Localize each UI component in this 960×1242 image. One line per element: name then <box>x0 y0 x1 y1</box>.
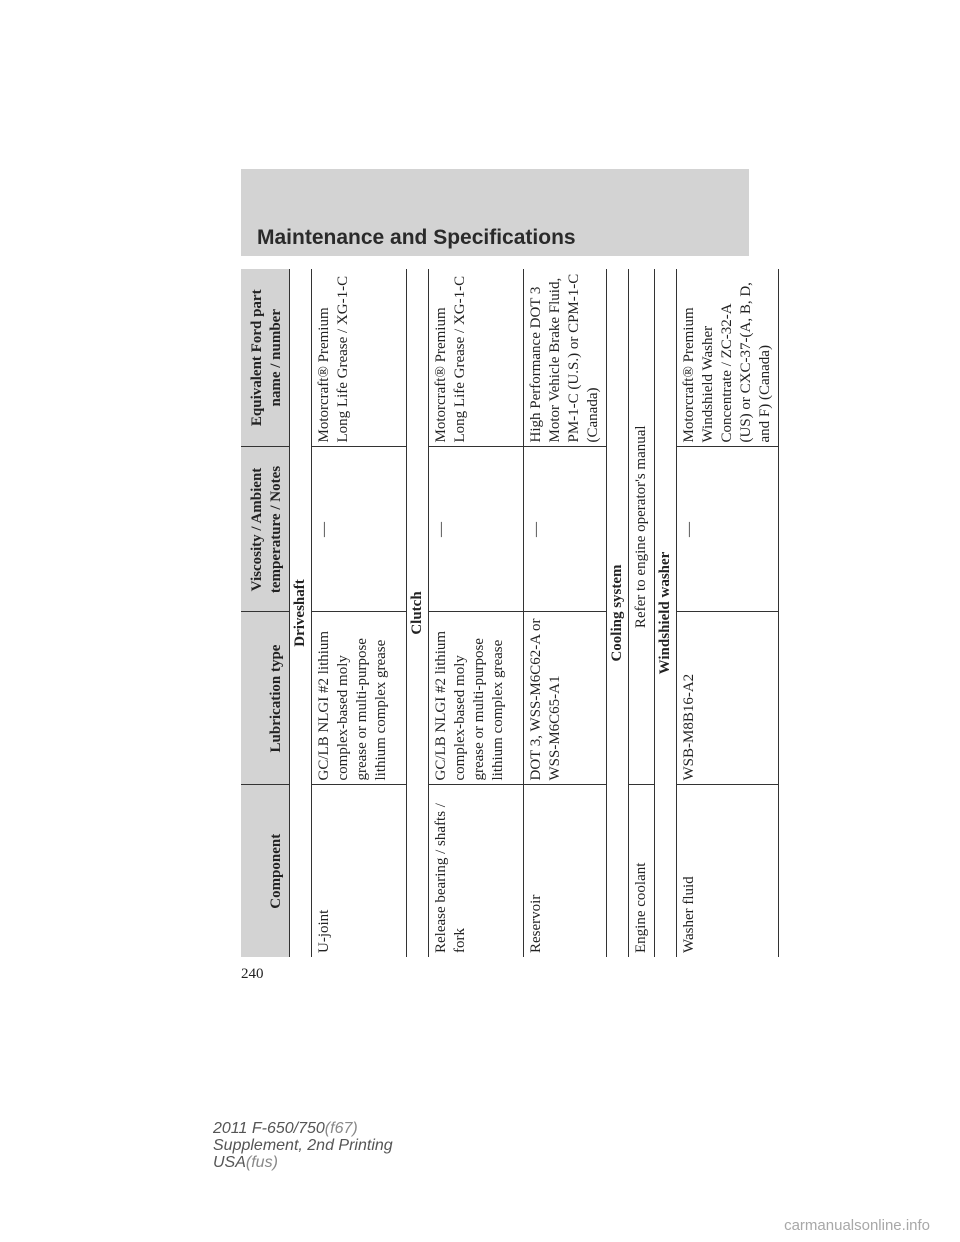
header-equivalent-part: Equivalent Ford part name / number <box>241 269 290 447</box>
cell-equivalent: High Performance DOT 3 Motor Vehicle Brake Fluid, PM-1-C (U.S.) or CPM-1-C (Canada) <box>524 269 607 447</box>
table-row <box>524 269 607 957</box>
cell-lubrication: WSB-M8B16-A2 <box>677 612 779 785</box>
section-row-driveshaft <box>290 269 312 957</box>
cell-viscosity: — <box>677 447 779 612</box>
cell-viscosity: — <box>429 447 524 612</box>
table-row <box>677 269 779 957</box>
cell-viscosity: — <box>312 447 407 612</box>
cell-component: U-joint <box>316 909 332 953</box>
cell-component: Release bearing / shafts / fork <box>433 803 468 953</box>
cell-component: Washer fluid <box>681 876 697 953</box>
footer-line-3 <box>213 1154 393 1171</box>
cell-equivalent: Motorcraft® Premium Windshield Washer Concentrate / ZC-32-A (US) or CXC-37-(A, B, D, and F) (Canada) <box>677 269 779 447</box>
header-viscosity: Viscosity / Ambient temperature / Notes <box>241 447 290 612</box>
footer-market: USA <box>213 1154 246 1171</box>
section-row-windshield-washer <box>655 269 677 957</box>
footer-line-2: Supplement, 2nd Printing <box>213 1137 393 1154</box>
section-title-clutch: Clutch <box>409 591 425 635</box>
section-row-cooling <box>607 269 629 957</box>
section-title-cooling: Cooling system <box>609 564 625 662</box>
cell-equivalent: Motorcraft® Premium Long Life Grease / XG-1-C <box>429 269 524 447</box>
table-row <box>312 269 407 957</box>
header-lubrication-type: Lubrication type <box>241 612 290 785</box>
table-header-row <box>241 269 290 957</box>
footer-market-code: (fus) <box>245 1154 278 1171</box>
section-title-driveshaft: Driveshaft <box>292 579 308 647</box>
footer-model-code: (f67) <box>324 1120 358 1137</box>
cell-equivalent: Motorcraft® Premium Long Life Grease / XG-1-C <box>312 269 407 447</box>
cell-note: Refer to engine operator's manual <box>629 269 655 785</box>
section-title: Maintenance and Specifications <box>257 226 576 249</box>
section-row-clutch <box>407 269 429 957</box>
cell-lubrication: GC/LB NLGI #2 lithium complex-based moly grease or multi-purpose lithium complex grease <box>312 612 407 785</box>
lubricant-spec-table <box>241 269 779 957</box>
cell-component: Engine coolant <box>633 862 649 953</box>
page-number: 240 <box>241 966 264 982</box>
footer <box>213 1120 393 1171</box>
header-component: Component <box>241 785 290 957</box>
cell-component: Reservoir <box>528 894 544 953</box>
table-row <box>429 269 524 957</box>
rotated-table-wrapper <box>241 269 773 957</box>
watermark: carmanualsonline.info <box>784 1217 930 1234</box>
footer-line-1 <box>213 1120 393 1137</box>
section-title-washer: Windshield washer <box>657 551 673 675</box>
footer-model: 2011 F-650/750 <box>213 1120 325 1137</box>
cell-viscosity: — <box>524 447 607 612</box>
table-row <box>629 269 655 957</box>
header-band <box>241 169 749 256</box>
cell-lubrication: DOT 3, WSS-M6C62-A or WSS-M6C65-A1 <box>524 612 607 785</box>
cell-lubrication: GC/LB NLGI #2 lithium complex-based moly grease or multi-purpose lithium complex grease <box>429 612 524 785</box>
